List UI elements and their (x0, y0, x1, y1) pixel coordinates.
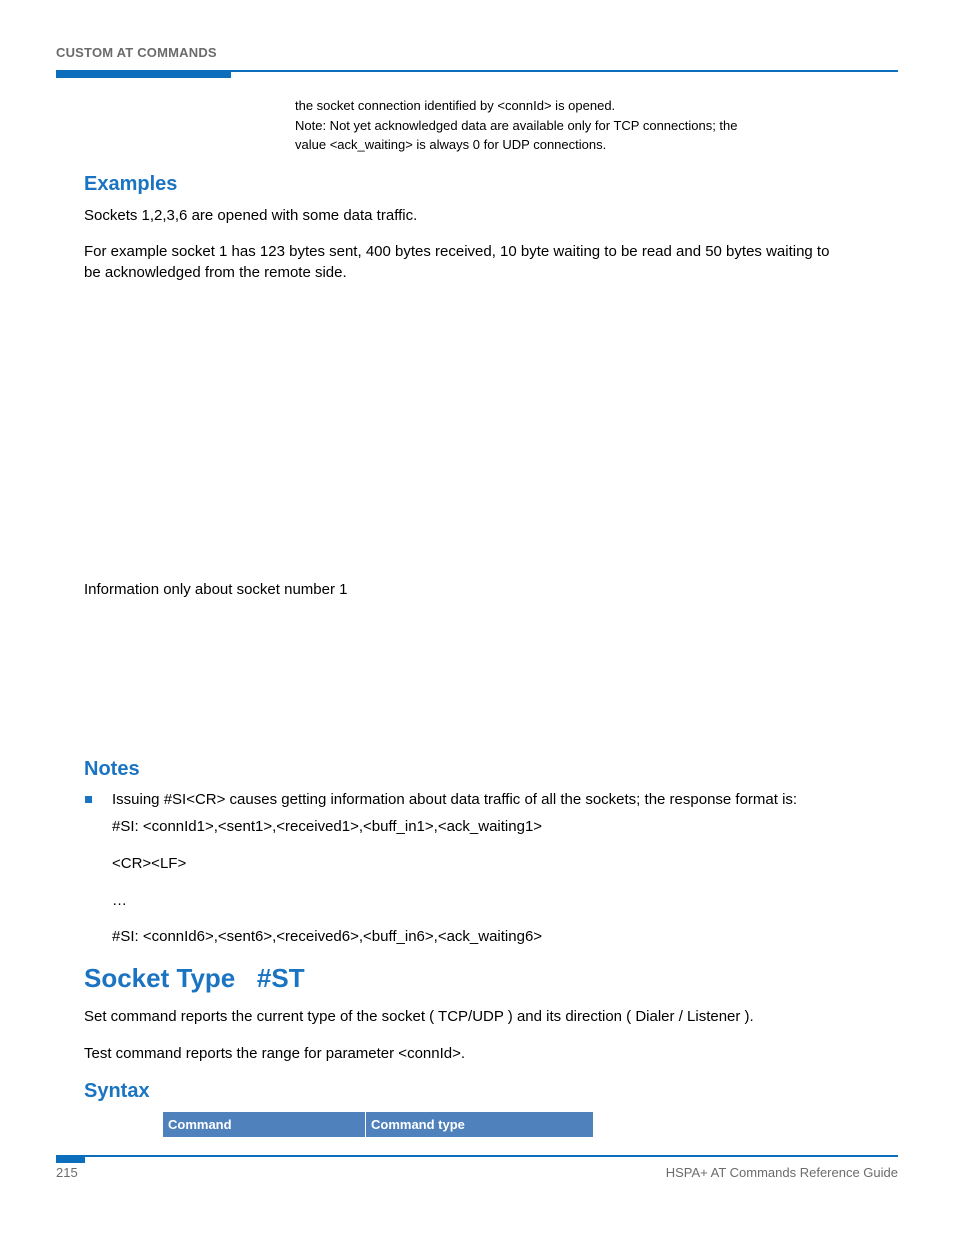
continuation-line-2: Note: Not yet acknowledged data are available only for TCP connections; the (295, 118, 738, 133)
notes-format-line-4: #SI: <connId6>,<sent6>,<received6>,<buff_in6>,<ack_waiting6> (112, 928, 543, 945)
continuation-line-3: value <ack_waiting> is always 0 for UDP connections. (295, 137, 607, 152)
notes-format-line-1: #SI: <connId1>,<sent1>,<received1>,<buff_in1>,<ack_waiting1> (112, 818, 543, 835)
notes-heading: Notes (84, 758, 140, 780)
section-label: CUSTOM AT COMMANDS (56, 45, 217, 60)
document-title: HSPA+ AT Commands Reference Guide (665, 1165, 898, 1180)
continuation-line-1: the socket connection identified by <connId> is opened. (295, 98, 616, 113)
header-tab (56, 70, 231, 78)
footer-rule (56, 1155, 898, 1157)
socket-type-title: Socket Type #ST (84, 963, 305, 993)
examples-para-2-line-1: For example socket 1 has 123 bytes sent, 400 bytes received, 10 byte waiting to be read and 50 bytes waiting to (84, 243, 830, 260)
footer-tab (56, 1155, 85, 1163)
socket-type-para-1: Set command reports the current type of the socket ( TCP/UDP ) and its direction ( Dialer / Listener ). (84, 1008, 754, 1025)
socket-type-para-2: Test command reports the range for parameter <connId>. (84, 1045, 466, 1062)
table-header-command: Command (163, 1112, 366, 1137)
table-header-command-type: Command type (371, 1117, 465, 1132)
examples-heading: Examples (84, 173, 178, 195)
syntax-heading: Syntax (84, 1080, 150, 1102)
square-bullet-icon (85, 796, 92, 803)
notes-format-line-2: <CR><LF> (112, 855, 187, 872)
examples-para-3: Information only about socket number 1 (84, 581, 348, 598)
examples-para-2-line-2: be acknowledged from the remote side. (84, 264, 347, 281)
notes-format-line-3: … (112, 892, 127, 909)
examples-para-1: Sockets 1,2,3,6 are opened with some data traffic. (84, 207, 418, 224)
syntax-table-header (163, 1112, 593, 1137)
notes-bullet-text: Issuing #SI<CR> causes getting information about data traffic of all the sockets; the response format is: (112, 791, 798, 808)
page-number: 215 (56, 1165, 78, 1180)
